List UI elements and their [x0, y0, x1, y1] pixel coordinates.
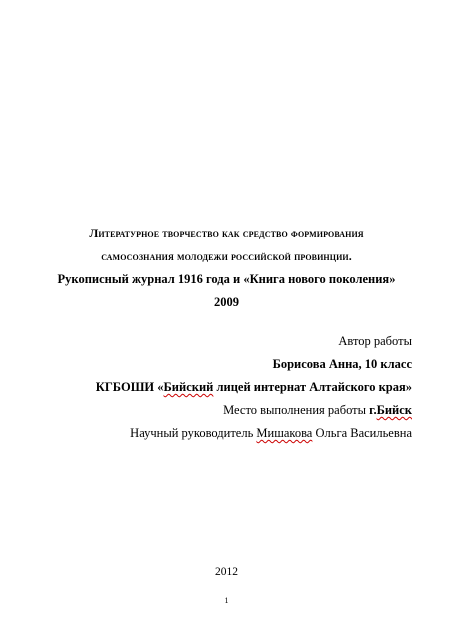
supervisor: [96, 422, 412, 445]
author-school: [96, 376, 412, 399]
title-year: 2009: [214, 295, 239, 309]
place-city: [369, 403, 412, 417]
title-line-2: самосознания молодежи российской провинции.: [101, 249, 352, 263]
author-label: Автор работы: [338, 334, 412, 348]
supervisor-prefix: Научный руководитель: [130, 426, 257, 440]
title-line-1: Литературное творчество как средство формирования: [89, 226, 364, 240]
supervisor-rest: Ольга Васильевна: [312, 426, 412, 440]
school-suffix: лицей интернат Алтайского края»: [213, 380, 412, 394]
work-place: [96, 399, 412, 422]
title-line-3: Рукописный журнал 1916 года и «Книга нового поколения»: [57, 272, 396, 286]
place-city-prefix: г.: [369, 403, 377, 417]
author-name: Борисова Анна, 10 класс: [272, 357, 412, 371]
supervisor-surname: Мишакова: [256, 426, 313, 440]
place-city-name: Бийск: [376, 403, 412, 417]
title-block: [0, 222, 453, 314]
page-number: 1: [224, 596, 229, 605]
author-block: [96, 330, 412, 445]
school-prefix: КГБОШИ «: [95, 380, 164, 394]
footer-year: 2012: [215, 566, 238, 578]
school-word-misspelled: Бийский: [163, 380, 214, 394]
place-prefix: Место выполнения работы: [223, 403, 370, 417]
